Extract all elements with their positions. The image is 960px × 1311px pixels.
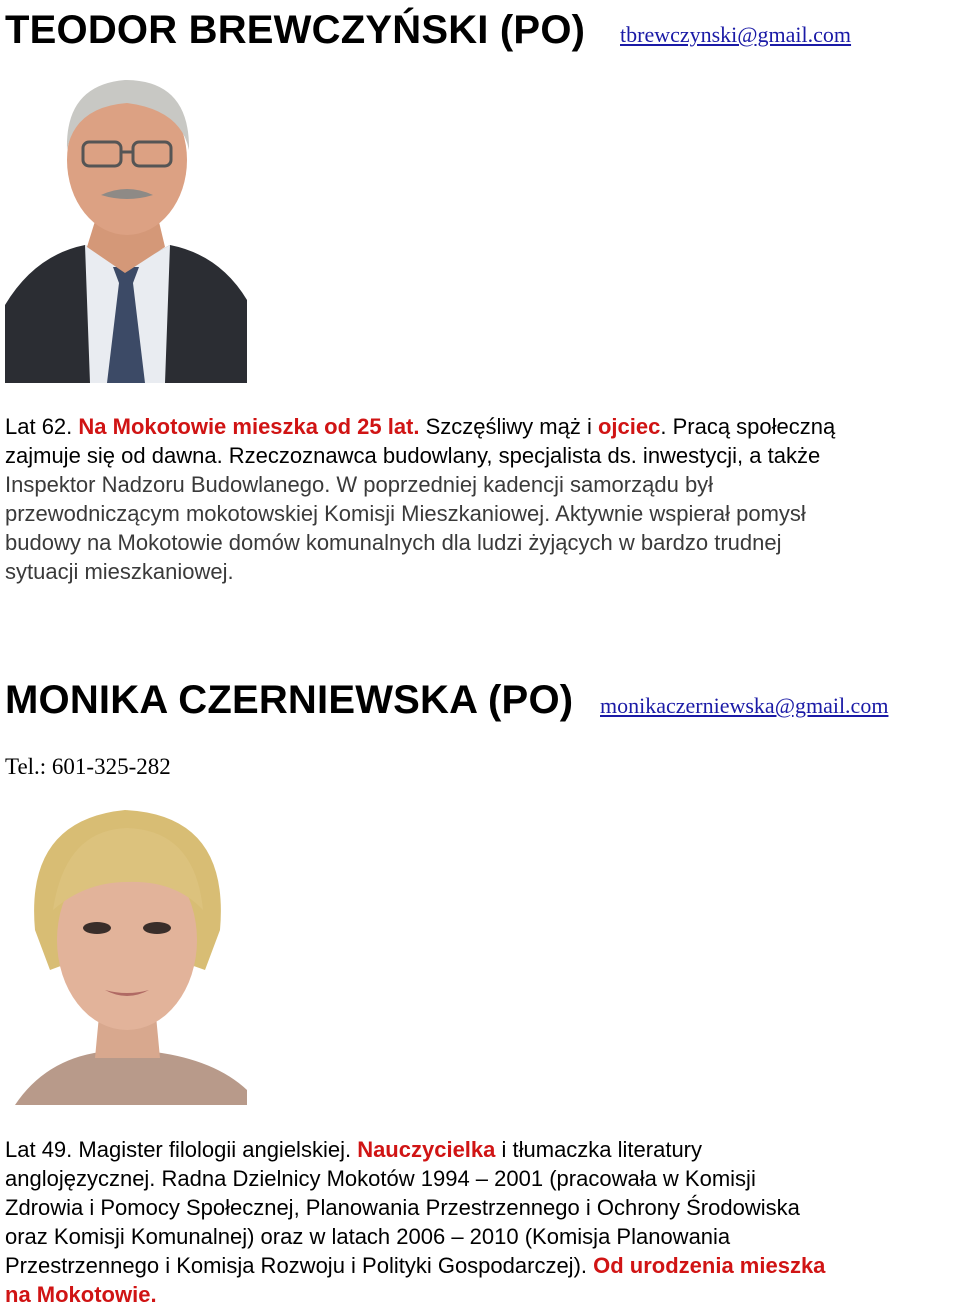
candidate-2-bio [5, 1135, 960, 1309]
bio-line: Inspektor Nadzoru Budowlanego. W poprzedniej kadencji samorządu był [5, 472, 714, 497]
candidate-2-phone: Tel.: 601-325-282 [5, 754, 171, 779]
bio-text: Szczęśliwy mąż i [419, 414, 598, 439]
bio-text: . Pracą społeczną [660, 414, 836, 439]
bio-text: Lat 62. [5, 414, 79, 439]
candidate-1-name: TEODOR BREWCZYŃSKI (PO) [5, 8, 586, 52]
bio-line: sytuacji mieszkaniowej. [5, 559, 234, 584]
bio-line [5, 1251, 960, 1280]
bio-text: i tłumaczka literatury [495, 1137, 703, 1162]
bio-line: przewodniczącym mokotowskiej Komisji Mieszkaniowej. Aktywnie wspierał pomysł [5, 501, 806, 526]
bio-text: Lat 49. Magister filologii angielskiej. [5, 1137, 358, 1162]
bio-highlight: ojciec [597, 414, 661, 439]
bio-line: Zdrowia i Pomocy Społecznej, Planowania Przestrzennego i Ochrony Środowiska [5, 1195, 800, 1220]
bio-line: zajmuje się od dawna. Rzeczoznawca budowlany, specjalista ds. inwestycji, a także [5, 443, 821, 468]
bio-text: Przestrzennego i Komisja Rozwoju i Polityki Gospodarczej). [5, 1253, 594, 1278]
bio-highlight: Nauczycielka [357, 1137, 496, 1162]
candidate-2-photo [5, 790, 247, 1105]
woman-portrait-icon [5, 790, 247, 1105]
bio-highlight: Od urodzenia mieszka [593, 1253, 826, 1278]
bio-line [5, 412, 960, 441]
candidate-2-name: MONIKA CZERNIEWSKA (PO) [5, 678, 574, 722]
bio-line: na Mokotowie. [5, 1282, 157, 1307]
bio-line: budowy na Mokotowie domów komunalnych dla ludzi żyjących w bardzo trudnej [5, 530, 782, 555]
man-portrait-icon [5, 55, 247, 383]
bio-highlight: Na Mokotowie mieszka od 25 lat. [78, 414, 420, 439]
candidate-2-email-link[interactable]: monikaczerniewska@gmail.com [600, 693, 889, 718]
candidate-1-email-link[interactable]: tbrewczynski@gmail.com [620, 22, 852, 47]
candidate-1-photo [5, 55, 247, 383]
bio-line: oraz Komisji Komunalnej) oraz w latach 2006 – 2010 (Komisja Planowania [5, 1224, 731, 1249]
bio-line: anglojęzycznej. Radna Dzielnicy Mokotów 1994 – 2001 (pracowała w Komisji [5, 1166, 756, 1191]
candidate-1-bio [5, 412, 960, 586]
bio-line [5, 1135, 960, 1164]
